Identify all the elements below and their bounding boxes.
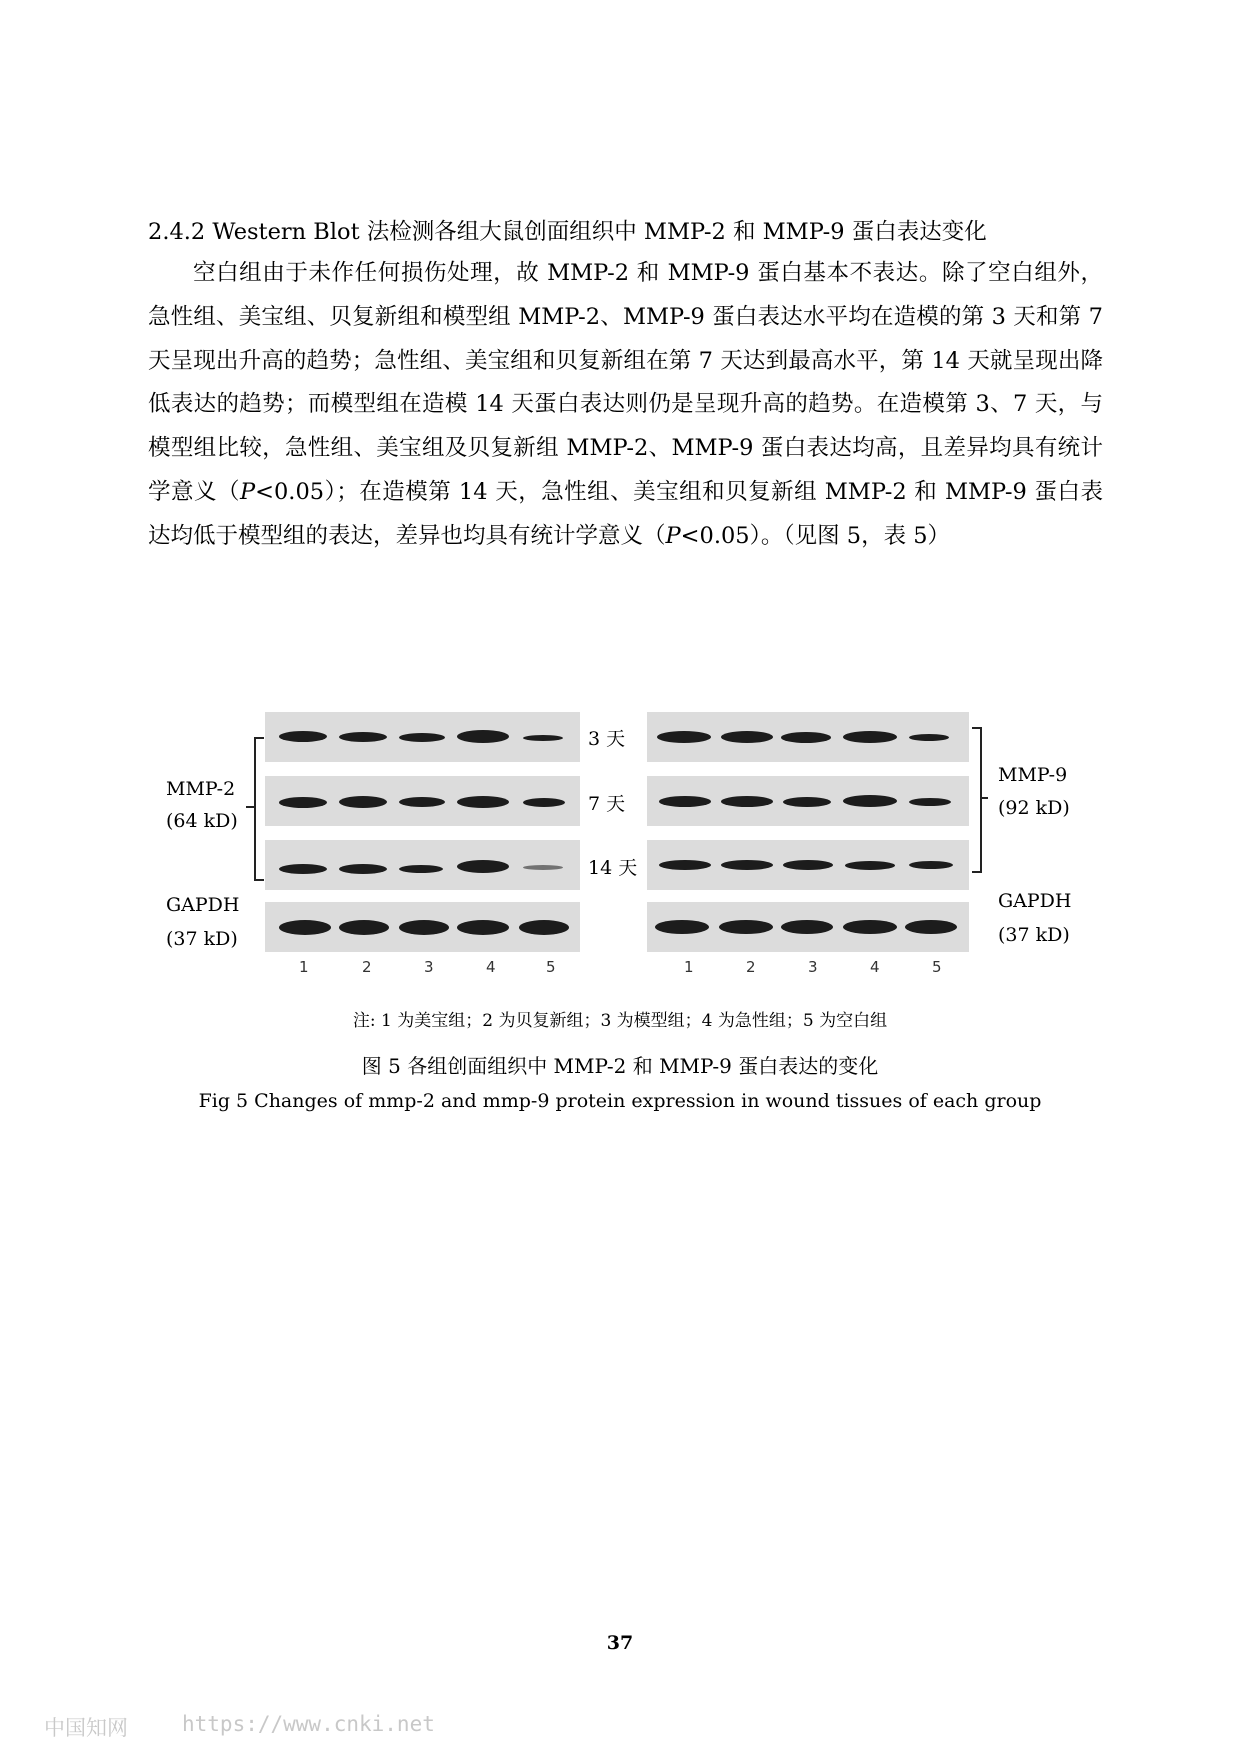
mmp2-bracket xyxy=(254,737,264,881)
gapdh-label-right: GAPDH xyxy=(998,890,1072,912)
blot-band xyxy=(399,920,449,935)
paragraph-text-3: <0.05）。（见图 5，表 5） xyxy=(680,522,951,549)
blot-band xyxy=(339,796,387,808)
blot-band xyxy=(719,920,773,934)
lane-number: 4 xyxy=(870,958,880,976)
section-heading: 2.4.2 Western Blot 法检测各组大鼠创面组织中 MMP-2 和 MMP-9 蛋白表达变化 xyxy=(148,219,987,245)
blot-band xyxy=(843,920,897,934)
gapdh-blot-right xyxy=(647,902,969,952)
mmp9-blot-day3 xyxy=(647,712,969,762)
blot-band xyxy=(845,861,895,870)
blot-band xyxy=(399,865,443,873)
page-number: 37 xyxy=(606,1632,634,1654)
mmp2-weight-label: (64 kD) xyxy=(166,810,238,832)
p-symbol: P xyxy=(665,522,681,549)
body-paragraph xyxy=(148,252,1103,559)
blot-band xyxy=(457,860,509,873)
mmp9-label: MMP-9 xyxy=(998,764,1068,786)
mmp9-weight-label: (92 kD) xyxy=(998,797,1070,819)
paragraph-text-2: <0.05）；在造模第 14 天，急性组、美宝组和贝复新组 MMP-2 和 MMP-9 蛋白表达均低于模型组的表达，差异也均具有统计学意义（ xyxy=(148,478,1103,549)
blot-band xyxy=(659,860,711,870)
blot-band xyxy=(721,731,773,743)
p-symbol: P xyxy=(239,478,256,505)
blot-band xyxy=(843,795,897,807)
mmp9-blot-day7 xyxy=(647,776,969,826)
time-label-day3: 3 天 xyxy=(588,728,626,750)
watermark-url: https://www.cnki.net xyxy=(182,1712,435,1736)
blot-band xyxy=(279,797,327,808)
lane-number: 5 xyxy=(932,958,942,976)
blot-band xyxy=(339,732,387,742)
figure-caption-zh: 图 5 各组创面组织中 MMP-2 和 MMP-9 蛋白表达的变化 xyxy=(361,1054,879,1078)
blot-band xyxy=(457,796,509,808)
blot-band xyxy=(279,731,327,742)
watermark-brand: 中国知网 xyxy=(44,1716,128,1740)
blot-band xyxy=(783,797,831,807)
blot-band xyxy=(909,734,949,741)
blot-band xyxy=(659,796,711,807)
mmp2-blot-day7 xyxy=(265,776,580,826)
blot-band xyxy=(457,920,509,935)
mmp2-label: MMP-2 xyxy=(166,778,236,800)
figure-caption-en: Fig 5 Changes of mmp-2 and mmp-9 protein expression in wound tissues of each group xyxy=(198,1090,1042,1112)
figure-note: 注: 1 为美宝组；2 为贝复新组；3 为模型组；4 为急性组；5 为空白组 xyxy=(352,1011,888,1031)
blot-band xyxy=(399,733,445,742)
blot-band xyxy=(783,860,833,870)
lane-number: 1 xyxy=(299,958,309,976)
lane-number: 3 xyxy=(808,958,818,976)
lane-number: 3 xyxy=(424,958,434,976)
blot-band xyxy=(523,865,563,870)
blot-band xyxy=(781,920,833,934)
lane-number: 5 xyxy=(546,958,556,976)
blot-band xyxy=(655,920,709,934)
blot-band xyxy=(519,920,569,935)
lane-number: 4 xyxy=(486,958,496,976)
time-label-day14: 14 天 xyxy=(588,857,638,879)
mmp9-bracket-tick xyxy=(980,797,988,799)
blot-band xyxy=(523,735,563,741)
blot-band xyxy=(279,864,327,874)
mmp9-blot-day14 xyxy=(647,840,969,890)
blot-band xyxy=(781,732,831,743)
mmp2-blot-day3 xyxy=(265,712,580,762)
gapdh-weight-label-left: (37 kD) xyxy=(166,928,238,950)
blot-band xyxy=(905,920,957,934)
time-label-day7: 7 天 xyxy=(588,793,626,815)
lane-number: 1 xyxy=(684,958,694,976)
blot-band xyxy=(339,920,389,935)
blot-band xyxy=(843,731,897,743)
blot-band xyxy=(279,920,331,935)
blot-band xyxy=(523,798,565,807)
mmp2-blot-day14 xyxy=(265,840,580,890)
blot-band xyxy=(909,861,953,869)
blot-band xyxy=(721,796,773,807)
blot-band xyxy=(399,797,445,807)
blot-band xyxy=(339,864,387,874)
blot-band xyxy=(657,731,711,743)
blot-band xyxy=(457,730,509,743)
lane-number: 2 xyxy=(362,958,372,976)
lane-number: 2 xyxy=(746,958,756,976)
gapdh-blot-left xyxy=(265,902,580,952)
blot-band xyxy=(909,798,951,806)
gapdh-weight-label-right: (37 kD) xyxy=(998,924,1070,946)
gapdh-label-left: GAPDH xyxy=(166,894,240,916)
mmp9-bracket xyxy=(972,727,982,873)
blot-band xyxy=(721,860,773,870)
paragraph-text-1: 空白组由于未作任何损伤处理，故 MMP-2 和 MMP-9 蛋白基本不表达。除了空白组外，急性组、美宝组、贝复新组和模型组 MMP-2、MMP-9 蛋白表达水平均在造模的第 3 天和第 7 天呈现出升高的趋势；急性组、美宝组和贝复新组在第 7 天达到最高水平，第 14 天就呈现出降低表达的趋势；而模型组在造模 14 天蛋白表达则仍是呈现升高的趋势。在造模第 3、7 天，与模型组比较，急性组、美宝组及贝复新组 MMP-2、MMP-9 蛋白表达均高，且差异均具有统计学意义（ xyxy=(148,260,1103,505)
mmp2-bracket-tick xyxy=(246,806,254,808)
